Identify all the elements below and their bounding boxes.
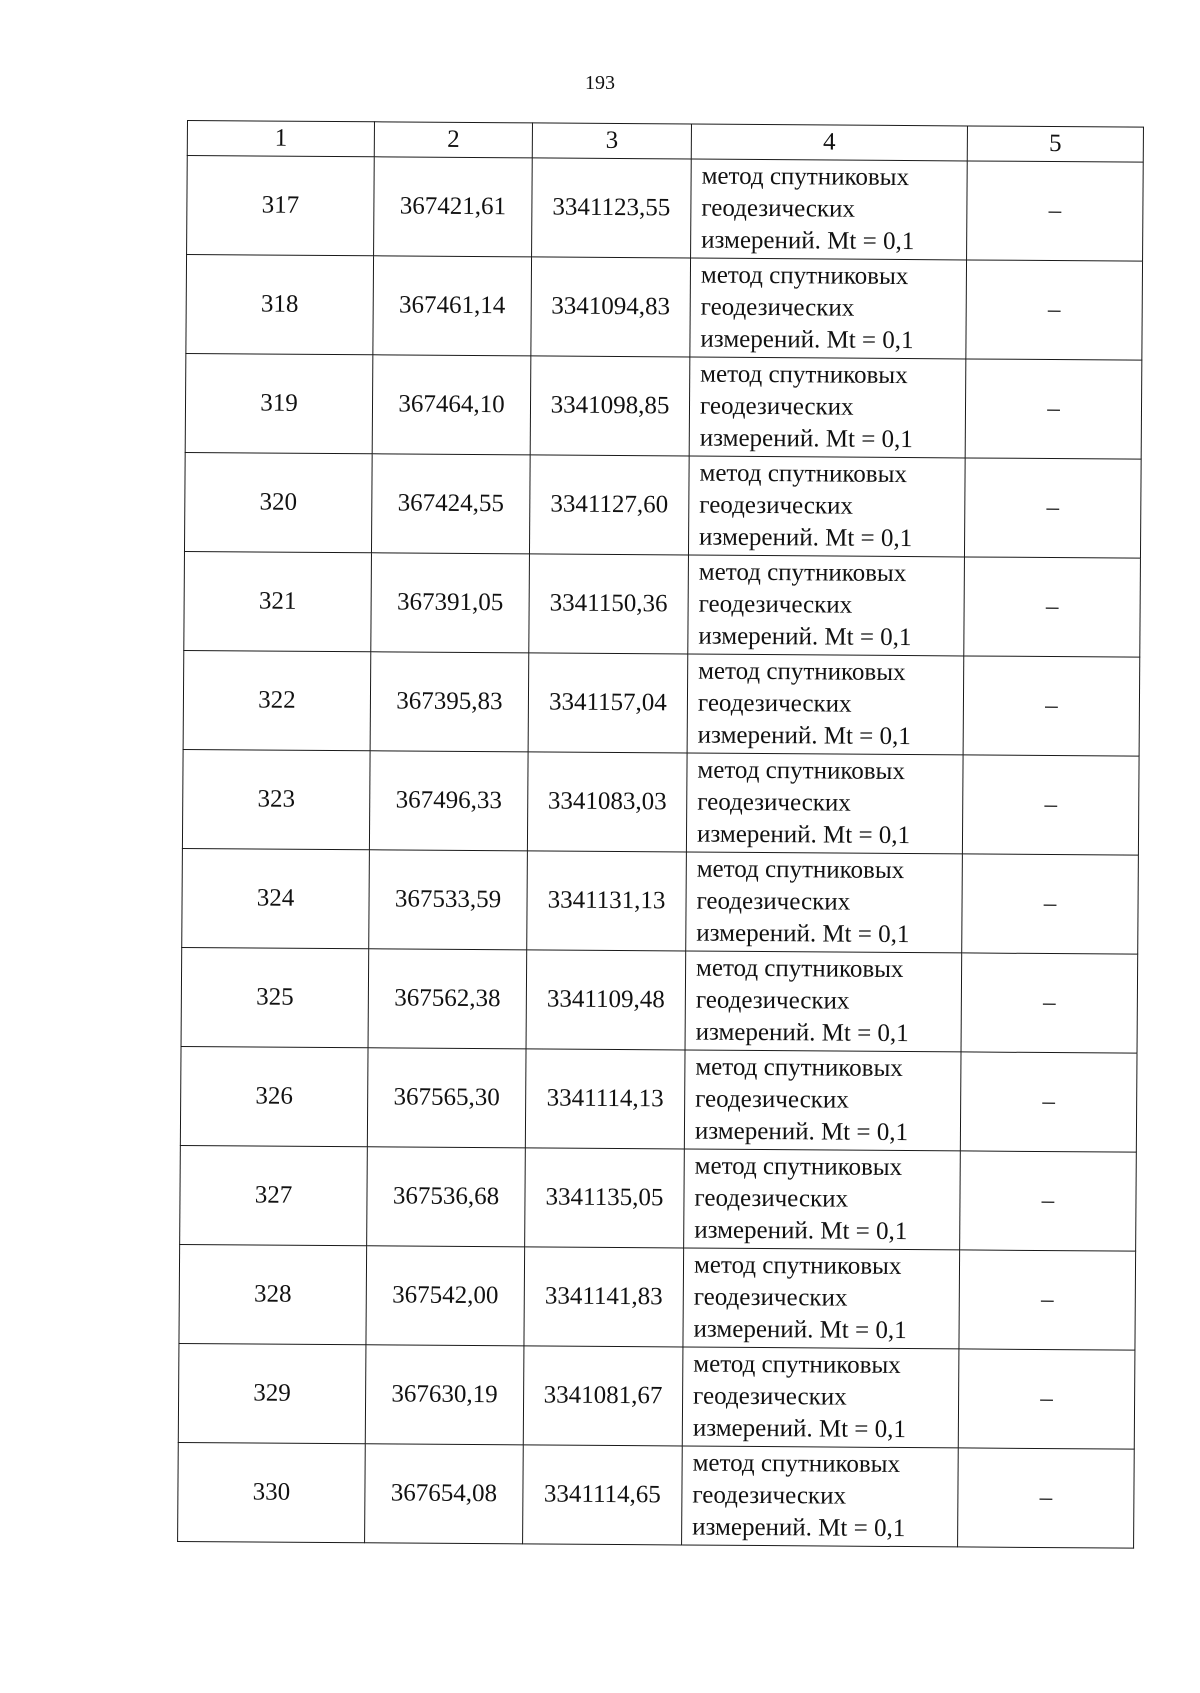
coordinate-x-cell: 367461,14	[373, 256, 532, 356]
page-number: 193	[585, 72, 615, 94]
note-cell: –	[962, 854, 1139, 954]
note-cell: –	[967, 161, 1144, 261]
point-number-cell: 330	[178, 1442, 366, 1542]
coordinate-y-cell: 3341127,60	[529, 455, 689, 555]
point-number-cell: 327	[180, 1145, 368, 1245]
coordinate-x-cell: 367654,08	[365, 1444, 524, 1544]
method-cell: метод спутниковых геодезических измерений. Mt = 0,1	[682, 1347, 959, 1448]
coordinate-y-cell: 3341157,04	[528, 653, 688, 753]
coordinate-x-cell: 367395,83	[370, 652, 529, 752]
method-cell: метод спутниковых геодезических измерений. Mt = 0,1	[684, 1050, 961, 1151]
coordinate-y-cell: 3341135,05	[525, 1148, 685, 1248]
table-row	[178, 1343, 1135, 1449]
method-cell: метод спутниковых геодезических измерений. Mt = 0,1	[688, 456, 965, 557]
method-cell: метод спутниковых геодезических измерений. Mt = 0,1	[688, 555, 965, 656]
coordinates-table	[177, 120, 1144, 1549]
point-number-cell: 325	[181, 947, 369, 1047]
method-cell: метод спутниковых геодезических измерений. Mt = 0,1	[685, 951, 962, 1052]
coordinate-x-cell: 367565,30	[367, 1048, 526, 1148]
coordinate-y-cell: 3341081,67	[523, 1346, 683, 1446]
table-row	[179, 1244, 1136, 1350]
coordinate-y-cell: 3341094,83	[531, 257, 691, 357]
note-cell: –	[963, 656, 1140, 756]
method-cell: метод спутниковых геодезических измерений. Mt = 0,1	[687, 654, 964, 755]
table-row	[183, 650, 1140, 756]
point-number-cell: 320	[184, 452, 372, 552]
table-row	[180, 1046, 1137, 1152]
column-header: 4	[691, 124, 967, 161]
note-cell: –	[960, 1151, 1137, 1251]
note-cell: –	[964, 557, 1141, 657]
coordinate-x-cell: 367496,33	[369, 751, 528, 851]
coordinate-x-cell: 367533,59	[369, 850, 528, 950]
column-header: 2	[374, 122, 532, 158]
point-number-cell: 329	[178, 1343, 366, 1443]
method-cell: метод спутниковых геодезических измерений. Mt = 0,1	[686, 753, 963, 854]
table-row	[178, 1442, 1135, 1548]
coordinate-y-cell: 3341109,48	[526, 950, 686, 1050]
table-row	[181, 947, 1138, 1053]
table-row	[184, 452, 1141, 558]
coordinate-y-cell: 3341141,83	[524, 1247, 684, 1347]
table-row	[182, 749, 1139, 855]
note-cell: –	[962, 755, 1139, 855]
coordinate-y-cell: 3341114,65	[523, 1445, 683, 1545]
point-number-cell: 318	[186, 255, 374, 355]
coordinate-x-cell: 367536,68	[367, 1147, 526, 1247]
coordinate-y-cell: 3341114,13	[525, 1049, 685, 1149]
point-number-cell: 328	[179, 1244, 367, 1344]
coordinate-x-cell: 367391,05	[371, 553, 530, 653]
coordinate-y-cell: 3341098,85	[530, 356, 690, 456]
method-cell: метод спутниковых геодезических измерений. Mt = 0,1	[684, 1149, 961, 1250]
coordinate-x-cell: 367542,00	[366, 1246, 525, 1346]
column-header: 1	[187, 121, 374, 157]
point-number-cell: 317	[187, 156, 375, 256]
coordinate-y-cell: 3341150,36	[529, 554, 689, 654]
table-row	[182, 848, 1139, 954]
table-row	[186, 255, 1143, 361]
method-cell: метод спутниковых геодезических измерений. Mt = 0,1	[686, 852, 963, 953]
column-header: 3	[532, 123, 691, 159]
note-cell: –	[964, 458, 1141, 558]
note-cell: –	[966, 260, 1143, 360]
coordinate-y-cell: 3341083,03	[527, 752, 687, 852]
coordinate-x-cell: 367421,61	[374, 157, 533, 257]
table-row	[180, 1145, 1137, 1251]
table-row	[185, 353, 1142, 459]
coordinate-x-cell: 367424,55	[371, 454, 530, 554]
coordinate-x-cell: 367464,10	[372, 355, 531, 455]
column-header: 5	[967, 126, 1143, 162]
table-body	[178, 156, 1144, 1549]
point-number-cell: 319	[185, 353, 373, 453]
point-number-cell: 324	[182, 848, 370, 948]
method-cell: метод спутниковых геодезических измерений. Mt = 0,1	[690, 258, 967, 359]
coordinate-x-cell: 367630,19	[365, 1345, 524, 1445]
point-number-cell: 322	[183, 650, 371, 750]
note-cell: –	[965, 359, 1142, 459]
point-number-cell: 323	[182, 749, 370, 849]
point-number-cell: 321	[184, 551, 372, 651]
method-cell: метод спутниковых геодезических измерений. Mt = 0,1	[682, 1446, 959, 1547]
note-cell: –	[958, 1349, 1135, 1449]
point-number-cell: 326	[180, 1046, 368, 1146]
note-cell: –	[960, 1052, 1137, 1152]
table-row	[187, 156, 1144, 262]
method-cell: метод спутниковых геодезических измерений. Mt = 0,1	[683, 1248, 960, 1349]
coordinate-x-cell: 367562,38	[368, 949, 527, 1049]
method-cell: метод спутниковых геодезических измерений. Mt = 0,1	[689, 357, 966, 458]
table-row	[184, 551, 1141, 657]
method-cell: метод спутниковых геодезических измерений. Mt = 0,1	[691, 159, 968, 260]
coordinate-y-cell: 3341131,13	[527, 851, 687, 951]
note-cell: –	[961, 953, 1138, 1053]
coordinate-y-cell: 3341123,55	[532, 158, 692, 258]
note-cell: –	[958, 1448, 1135, 1548]
note-cell: –	[959, 1250, 1136, 1350]
